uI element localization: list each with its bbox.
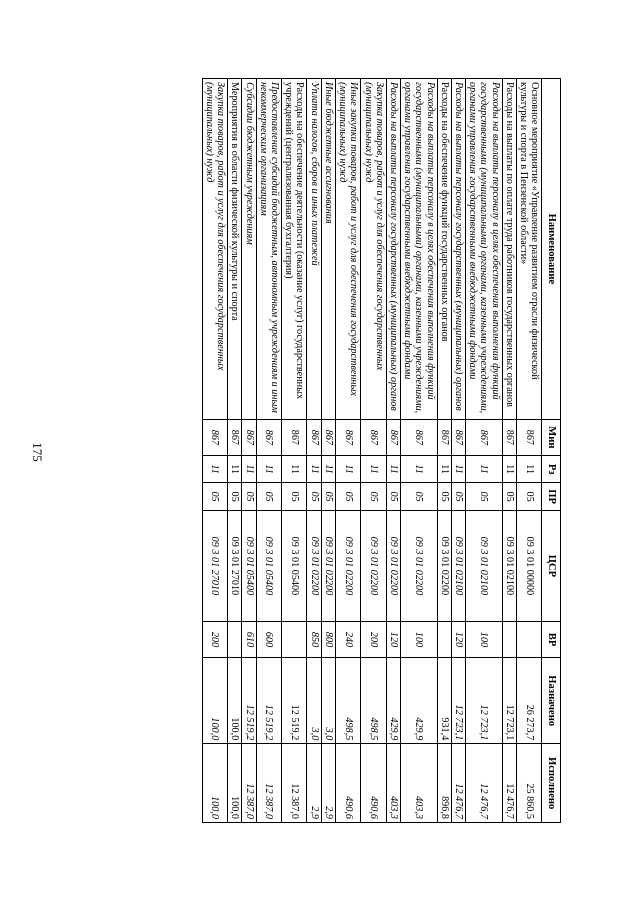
table-body bbox=[202, 79, 542, 823]
cell-csr: 09 3 01 02200 bbox=[386, 510, 400, 621]
cell-rz: 11 bbox=[502, 455, 516, 482]
cell-min: 867 bbox=[307, 419, 321, 455]
cell-pr: 05 bbox=[256, 483, 281, 510]
table-row bbox=[228, 79, 242, 823]
cell-executed: 12 387,0 bbox=[281, 744, 306, 823]
cell-pr: 05 bbox=[202, 483, 227, 510]
cell-assigned: 12 723,1 bbox=[466, 658, 503, 744]
cell-name: Уплата налогов, сборов и иных платежей bbox=[307, 79, 321, 420]
cell-executed: 403,3 bbox=[386, 744, 400, 823]
cell-pr: 05 bbox=[281, 483, 306, 510]
cell-vr: 600 bbox=[256, 621, 281, 657]
cell-rz: 11 bbox=[386, 455, 400, 482]
header-executed: Исполнено bbox=[542, 744, 561, 823]
cell-min: 867 bbox=[502, 419, 516, 455]
cell-assigned: 3,0 bbox=[307, 658, 321, 744]
cell-executed: 490,6 bbox=[361, 744, 386, 823]
cell-name: Субсидии бюджетным учреждениям bbox=[242, 79, 256, 420]
cell-executed: 12 387,0 bbox=[242, 744, 256, 823]
cell-min: 867 bbox=[335, 419, 360, 455]
cell-vr: 100 bbox=[466, 621, 503, 657]
cell-min: 867 bbox=[386, 419, 400, 455]
cell-executed: 12 476,7 bbox=[466, 744, 503, 823]
cell-name: Иные закупки товаров, работ и услуг для обеспечения государственных (муниципальных) нужд bbox=[335, 79, 360, 420]
cell-rz: 11 bbox=[242, 455, 256, 482]
cell-csr: 09 3 01 05400 bbox=[281, 510, 306, 621]
cell-pr: 05 bbox=[386, 483, 400, 510]
cell-csr: 09 3 01 02200 bbox=[361, 510, 386, 621]
cell-min: 867 bbox=[516, 419, 541, 455]
cell-assigned: 12 519,2 bbox=[256, 658, 281, 744]
cell-vr bbox=[281, 621, 306, 657]
cell-csr: 09 3 01 02100 bbox=[451, 510, 465, 621]
cell-csr: 09 3 01 02100 bbox=[502, 510, 516, 621]
cell-vr: 120 bbox=[451, 621, 465, 657]
cell-vr bbox=[228, 621, 242, 657]
cell-assigned: 26 273,7 bbox=[516, 658, 541, 744]
cell-vr: 200 bbox=[361, 621, 386, 657]
cell-vr: 800 bbox=[321, 621, 335, 657]
cell-name: Мероприятия в области физической культуры и спорта bbox=[228, 79, 242, 420]
cell-vr: 240 bbox=[335, 621, 360, 657]
cell-pr: 05 bbox=[242, 483, 256, 510]
cell-executed: 25 860,5 bbox=[516, 744, 541, 823]
cell-name: Расходы на выплаты персоналу в целях обеспечения выполнения функций государственными (муниципальными) органами, казенными учреждениями, органами управления государственными внебюджетными фондами bbox=[400, 79, 437, 420]
cell-rz: 11 bbox=[307, 455, 321, 482]
table-row bbox=[335, 79, 360, 823]
cell-assigned: 3,0 bbox=[321, 658, 335, 744]
cell-csr: 09 3 01 02200 bbox=[321, 510, 335, 621]
cell-vr bbox=[437, 621, 451, 657]
cell-assigned: 12 519,2 bbox=[242, 658, 256, 744]
table-row bbox=[361, 79, 386, 823]
cell-assigned: 429,9 bbox=[386, 658, 400, 744]
cell-name: Расходы на выплаты по оплате труда работников государственных органов bbox=[502, 79, 516, 420]
cell-executed: 100,0 bbox=[202, 744, 227, 823]
cell-name: Закупка товаров, работ и услуг для обеспечения государственных (муниципальных) нужд bbox=[361, 79, 386, 420]
cell-rz: 11 bbox=[400, 455, 437, 482]
table-row bbox=[437, 79, 451, 823]
cell-rz: 11 bbox=[281, 455, 306, 482]
cell-csr: 09 3 01 02200 bbox=[335, 510, 360, 621]
cell-rz: 11 bbox=[202, 455, 227, 482]
cell-min: 867 bbox=[321, 419, 335, 455]
cell-min: 867 bbox=[242, 419, 256, 455]
cell-csr: 09 3 01 02200 bbox=[437, 510, 451, 621]
cell-pr: 05 bbox=[321, 483, 335, 510]
header-name: Наименование bbox=[542, 79, 561, 420]
cell-executed: 100,0 bbox=[228, 744, 242, 823]
cell-csr: 09 3 01 05400 bbox=[242, 510, 256, 621]
cell-name: Расходы на выплаты персоналу государственных (муниципальных) органов bbox=[451, 79, 465, 420]
cell-name: Предоставление субсидий бюджетным, автономным учреждениям и иным некоммерческим организациям bbox=[256, 79, 281, 420]
cell-name: Расходы на обеспечение деятельности (оказание услуг) государственных учреждений (централизованная бухгалтерия) bbox=[281, 79, 306, 420]
header-assigned: Назначено bbox=[542, 658, 561, 744]
cell-name: Расходы на выплаты персоналу в целях обеспечения выполнения функций государственными (муниципальными) органами, казенными учреждениями, органами управления государственными внебюджетными фондами bbox=[466, 79, 503, 420]
cell-assigned: 12 723,1 bbox=[502, 658, 516, 744]
cell-rz: 11 bbox=[335, 455, 360, 482]
cell-csr: 09 3 01 02100 bbox=[466, 510, 503, 621]
cell-executed: 12 476,7 bbox=[451, 744, 465, 823]
cell-min: 867 bbox=[228, 419, 242, 455]
cell-pr: 05 bbox=[228, 483, 242, 510]
header-rz: Рз bbox=[542, 455, 561, 482]
cell-vr: 850 bbox=[307, 621, 321, 657]
cell-name: Иные бюджетные ассигнования bbox=[321, 79, 335, 420]
rotated-table-container bbox=[76, 78, 561, 823]
cell-csr: 09 3 01 27010 bbox=[202, 510, 227, 621]
cell-rz: 11 bbox=[228, 455, 242, 482]
cell-executed: 403,3 bbox=[400, 744, 437, 823]
cell-csr: 09 3 01 02200 bbox=[400, 510, 437, 621]
page-number: 175 bbox=[30, 442, 45, 462]
table-row bbox=[256, 79, 281, 823]
cell-pr: 05 bbox=[437, 483, 451, 510]
cell-min: 867 bbox=[202, 419, 227, 455]
table-row bbox=[502, 79, 516, 823]
cell-vr: 120 bbox=[386, 621, 400, 657]
budget-table bbox=[202, 78, 561, 823]
cell-assigned: 12 723,1 bbox=[451, 658, 465, 744]
cell-pr: 05 bbox=[502, 483, 516, 510]
cell-executed: 12 387,0 bbox=[256, 744, 281, 823]
cell-pr: 05 bbox=[516, 483, 541, 510]
cell-assigned: 498,5 bbox=[361, 658, 386, 744]
cell-pr: 05 bbox=[451, 483, 465, 510]
cell-rz: 11 bbox=[466, 455, 503, 482]
cell-vr bbox=[502, 621, 516, 657]
table-row bbox=[321, 79, 335, 823]
cell-pr: 05 bbox=[307, 483, 321, 510]
cell-pr: 05 bbox=[335, 483, 360, 510]
cell-csr: 09 3 01 00000 bbox=[516, 510, 541, 621]
cell-min: 867 bbox=[256, 419, 281, 455]
cell-vr bbox=[516, 621, 541, 657]
cell-rz: 11 bbox=[361, 455, 386, 482]
header-min: Мин bbox=[542, 419, 561, 455]
cell-pr: 05 bbox=[361, 483, 386, 510]
cell-rz: 11 bbox=[256, 455, 281, 482]
table-row bbox=[516, 79, 541, 823]
table-header-row bbox=[542, 79, 561, 823]
cell-vr: 610 bbox=[242, 621, 256, 657]
cell-assigned: 100,0 bbox=[228, 658, 242, 744]
cell-name: Основное мероприятие «Управление развитием отрасли физической культуры и спорта в Пензенской области» bbox=[516, 79, 541, 420]
cell-vr: 200 bbox=[202, 621, 227, 657]
cell-min: 867 bbox=[437, 419, 451, 455]
cell-csr: 09 3 01 05400 bbox=[256, 510, 281, 621]
cell-min: 867 bbox=[466, 419, 503, 455]
cell-executed: 896,8 bbox=[437, 744, 451, 823]
cell-executed: 490,6 bbox=[335, 744, 360, 823]
cell-assigned: 100,0 bbox=[202, 658, 227, 744]
cell-assigned: 12 519,2 bbox=[281, 658, 306, 744]
cell-assigned: 498,5 bbox=[335, 658, 360, 744]
table-row bbox=[281, 79, 306, 823]
header-csr: ЦСР bbox=[542, 510, 561, 621]
header-pr: ПР bbox=[542, 483, 561, 510]
table-row bbox=[466, 79, 503, 823]
table-row bbox=[202, 79, 227, 823]
cell-min: 867 bbox=[361, 419, 386, 455]
cell-pr: 05 bbox=[400, 483, 437, 510]
cell-rz: 11 bbox=[451, 455, 465, 482]
table-row bbox=[451, 79, 465, 823]
cell-rz: 11 bbox=[437, 455, 451, 482]
cell-name: Расходы на обеспечение функций государственных органов bbox=[437, 79, 451, 420]
cell-rz: 11 bbox=[516, 455, 541, 482]
cell-csr: 09 3 01 27010 bbox=[228, 510, 242, 621]
cell-min: 867 bbox=[281, 419, 306, 455]
cell-assigned: 931,4 bbox=[437, 658, 451, 744]
cell-rz: 11 bbox=[321, 455, 335, 482]
table-row bbox=[400, 79, 437, 823]
cell-assigned: 429,9 bbox=[400, 658, 437, 744]
cell-executed: 2,9 bbox=[307, 744, 321, 823]
cell-name: Расходы на выплаты персоналу государственных (муниципальных) органов bbox=[386, 79, 400, 420]
table-row bbox=[386, 79, 400, 823]
table-row bbox=[307, 79, 321, 823]
cell-vr: 100 bbox=[400, 621, 437, 657]
cell-min: 867 bbox=[451, 419, 465, 455]
header-vr: ВР bbox=[542, 621, 561, 657]
cell-min: 867 bbox=[400, 419, 437, 455]
cell-pr: 05 bbox=[466, 483, 503, 510]
cell-executed: 12 476,7 bbox=[502, 744, 516, 823]
table-row bbox=[242, 79, 256, 823]
cell-executed: 2,9 bbox=[321, 744, 335, 823]
cell-name: Закупка товаров, работ и услуг для обеспечения государственных (муниципальных) нужд bbox=[202, 79, 227, 420]
cell-csr: 09 3 01 02200 bbox=[307, 510, 321, 621]
